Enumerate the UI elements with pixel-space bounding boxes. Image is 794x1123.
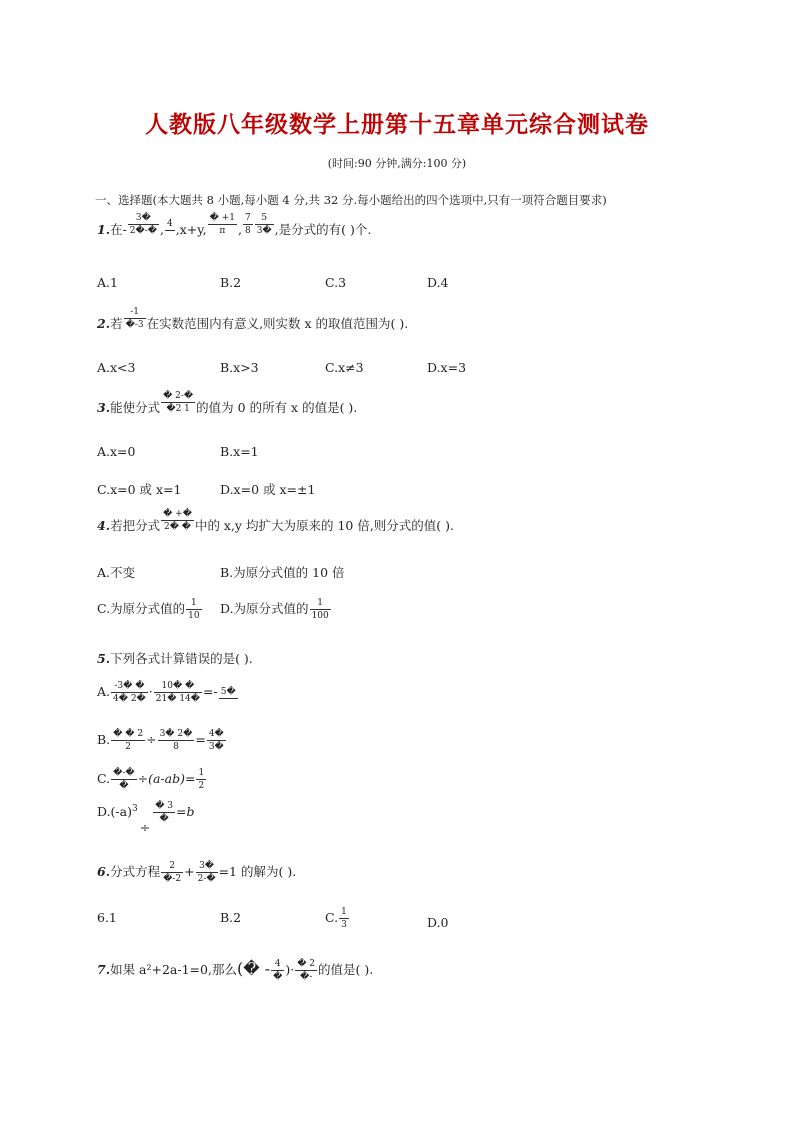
page-title: 人教版八年级数学上册第十五章单元综合测试卷 [145,112,649,138]
option-d: D.x=3 [427,360,467,375]
fraction: 4 [167,219,173,229]
fraction: $\frac{10� �}{21� 14�}$ [155,681,201,704]
fraction: $\frac{� 2-�}{�2 1}$ [163,391,194,414]
option-a: A. $\frac{-3� �}{4� 2�}$ · $\frac{10� �}{21� 14�}$ =- 5� [97,681,236,704]
fraction: $\frac{1}{2}$ [198,768,205,791]
section-heading: 一、选择题(本大题共 8 小题,每小题 4 分,共 32 分.每小题给出的四个选项中,只有一项符合题目要求) [95,193,607,207]
option-b: B. $\frac{� � 2}{2}$ ÷ $\frac{3� 2�}{8}$ = $\frac{4�}{3�}$ [97,729,224,752]
question-7: 7.如果 a²+2a-1=0,那么(� - 4 � )· � 2 �- 的值是( ). [97,959,374,982]
option-b: B.2 [220,910,242,925]
option-c: C.为原分式值的 $\frac{1}{10}$ [97,598,200,621]
fraction: $\frac{2}{�-2}$ [163,861,182,884]
question-3: 3.能使分式 $\frac{� 2-�}{�2 1}$ 的值为 0 的所有 x 的值是( ). [97,391,358,415]
option-d: D.为原分式值的 $\frac{1}{100}$ [220,598,329,621]
question-4: 4.若把分式 � +� 2� � 中的 x,y 均扩大为原来的 10 倍,则分式的值( ). [97,509,454,533]
option-d: D.x=0 或 x=±1 [220,482,316,497]
fraction: 5� [220,687,236,697]
option-b: B.x=1 [220,444,259,459]
fraction: $\frac{1}{100}$ [311,598,329,621]
question-number: 6. [97,864,111,879]
option-d: D.0 [427,915,449,930]
fraction: $\frac{1}{3}$ [341,907,347,930]
question-number: 7. [97,962,111,977]
option-d: $D.(-a)^3\div$ � 3 � =b [97,801,195,835]
fraction: $\frac{3� 2�}{8}$ [159,729,193,752]
option-b: B.x>3 [220,360,259,375]
fraction: $\frac{-1}{�-3}$ [125,307,144,330]
question-number: 4. [97,518,111,533]
fraction: $\frac{7}{8}$ [244,213,251,236]
fraction: $\frac{-3� �}{4� 2�}$ [113,681,146,704]
option-c: C.x≠3 [325,360,364,375]
fraction: $\frac{3�}{2-�}$ [197,861,216,884]
fraction: $\frac{3�}{2�-�}$ [129,213,158,236]
option-a: 6.1 [97,910,117,925]
option-a: A.1 [97,275,118,290]
option-c: C. $\frac{1}{3}$ [325,907,347,930]
fraction: �-� � [113,768,135,791]
question-number: 2. [97,316,111,331]
fraction: 4 � [273,959,283,982]
question-5: 5.下列各式计算错误的是( ). [97,651,253,666]
option-c: C.3 [325,275,347,290]
option-c: C.x=0 或 x=1 [97,482,182,497]
option-a: A.不变 [97,565,136,580]
fraction: � 3 � [155,801,174,824]
question-number: 3. [97,400,111,415]
option-c: C. �-� � ÷(a-ab)= $\frac{1}{2}$ [97,768,205,791]
fraction: $\frac{4�}{3�}$ [208,729,224,752]
exam-subtitle: (时间:90 分钟,满分:100 分) [327,157,467,170]
fraction: � +� 2� � [163,509,192,532]
option-d: D.4 [427,275,449,290]
option-b: B.为原分式值的 10 倍 [220,565,345,580]
fraction: $\frac{� +1}{\pi}$ [209,213,235,236]
option-a: A.x=0 [97,444,136,459]
fraction: � 2 �- [297,959,316,982]
fraction: $\frac{� � 2}{2}$ [113,729,144,752]
fraction: $\frac{1}{10}$ [188,598,200,621]
question-number: 1. [97,222,111,237]
fraction: $\frac{5}{3�}$ [256,213,272,236]
question-1: 1.在- $\frac{3�}{2�-�}$ , 4 ,x+y, $\frac{� +1}{\pi}$ , $\frac{7}{8}$ $\frac{5}{3�}$ ,是分式的有( )个. [97,213,372,237]
option-b: B.2 [220,275,242,290]
question-6: 6.分式方程 $\frac{2}{�-2}$ + $\frac{3�}{2-�}$ =1 的解为( ). [97,861,297,884]
question-2: 2.若 $\frac{-1}{�-3}$ 在实数范围内有意义,则实数 x 的取值范围为( ). [97,307,409,331]
option-a: A.x<3 [97,360,136,375]
question-text: 在- [110,222,127,237]
question-number: 5. [97,651,111,666]
